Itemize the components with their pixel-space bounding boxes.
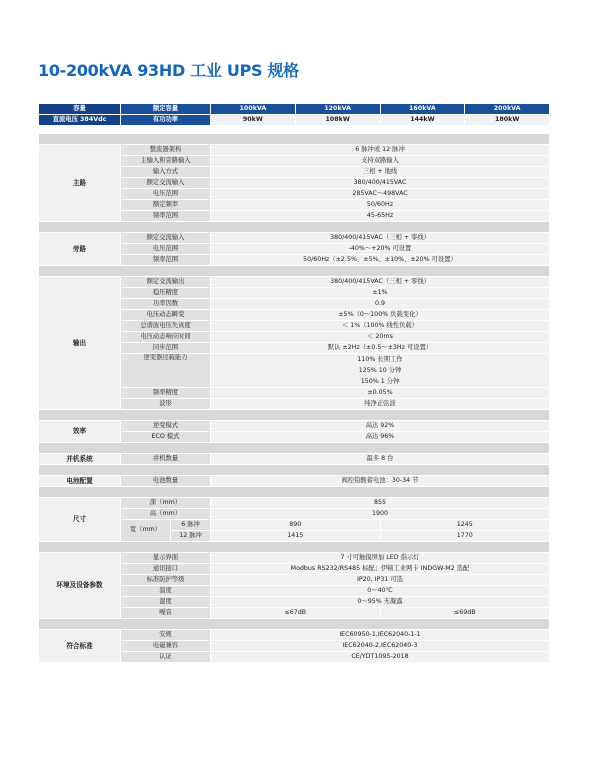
- header-cell: 90kW: [211, 115, 296, 126]
- spec-value: ≤69dB: [380, 608, 550, 619]
- spec-label: ECO 模式: [121, 432, 211, 443]
- spec-value: 380/400/415VAC（三相 + 零线）: [211, 277, 550, 288]
- spec-label: 噪音: [121, 608, 211, 619]
- header-cell: 100kVA: [211, 104, 296, 115]
- page-title: 10-200kVA 93HD 工业 UPS 规格: [38, 61, 299, 80]
- spec-value: 855: [211, 498, 550, 509]
- spec-label: 电磁兼容: [121, 641, 211, 652]
- spec-value: ＜ 20ms: [211, 332, 550, 343]
- spec-value: 50/60Hz（±2.5%、±5%、±10%、±20% 可设置）: [211, 255, 550, 266]
- spec-label: 逆变模式: [121, 421, 211, 432]
- spec-value-overload: [211, 354, 550, 388]
- spec-value: 1415: [211, 531, 381, 542]
- header-cell: 160kVA: [380, 104, 465, 115]
- spec-value: ＜ 1%（100% 线性负载）: [211, 321, 550, 332]
- header-cell: 144kW: [380, 115, 465, 126]
- spec-label: 深（mm）: [121, 498, 211, 509]
- header-label: 直流电压 384Vdc: [39, 115, 121, 126]
- spec-label: 高（mm）: [121, 509, 211, 520]
- header-cell: 108kW: [295, 115, 380, 126]
- spec-label: 额定交流输出: [121, 277, 211, 288]
- spec-value: ≤67dB: [211, 608, 381, 619]
- spec-value: 三相 + 地线: [211, 167, 550, 178]
- header-sublabel: 有功功率: [121, 115, 211, 126]
- spec-value: 1245: [380, 520, 550, 531]
- spec-value: 0～40℃: [211, 586, 550, 597]
- spec-label: 安规: [121, 630, 211, 641]
- spec-label: 额定交流输入: [121, 233, 211, 244]
- spec-value: IP20, IP31 可选: [211, 575, 550, 586]
- spec-value: 纯净正弦波: [211, 399, 550, 410]
- spec-value: 1770: [380, 531, 550, 542]
- spec-value: 890: [211, 520, 381, 531]
- section-main-label: 主路: [39, 145, 121, 222]
- spec-label: 主输入和旁路输入: [121, 156, 211, 167]
- spec-value: IEC62040-2,IEC62040-3: [211, 641, 550, 652]
- spec-label: 标准防护等级: [121, 575, 211, 586]
- header-label: 容量: [39, 104, 121, 115]
- header-cell: 180kW: [465, 115, 550, 126]
- spec-value: 阀控铅酸蓄电池：30-34 节: [211, 476, 550, 487]
- overload-line: 150% 1 分钟: [360, 378, 400, 385]
- spec-label: 温度: [121, 586, 211, 597]
- spec-value: -40%～+20% 可设置: [211, 244, 550, 255]
- header-row-rated-capacity: [39, 104, 550, 115]
- spec-label: 逆变器过载能力: [121, 354, 211, 388]
- spec-label: 整流器架构: [121, 145, 211, 156]
- capacity-header-table: [38, 103, 550, 126]
- spec-label: 同步范围: [121, 343, 211, 354]
- spec-row: [39, 630, 550, 641]
- spec-value: ±5%（0～100% 负载变化）: [211, 310, 550, 321]
- spec-label: 湿度: [121, 597, 211, 608]
- overload-line: 110% 长期工作: [357, 356, 403, 363]
- spec-sublabel: 12 脉冲: [171, 531, 211, 542]
- spec-value: 50/60Hz: [211, 200, 550, 211]
- spec-label: 通讯接口: [121, 564, 211, 575]
- spec-row: [39, 421, 550, 432]
- header-sublabel: 额定容量: [121, 104, 211, 115]
- spec-label: 额定交流输入: [121, 178, 211, 189]
- section-battery-label: 电池配置: [39, 476, 121, 487]
- spec-label: 输入方式: [121, 167, 211, 178]
- header-cell: 200kVA: [465, 104, 550, 115]
- spec-value: IEC60950-1,IEC62040-1-1: [211, 630, 550, 641]
- section-bypass-label: 旁路: [39, 233, 121, 266]
- spec-value: 高达 92%: [211, 421, 550, 432]
- spec-label: 电压范围: [121, 189, 211, 200]
- spec-label: 电压动态响应时间: [121, 332, 211, 343]
- spec-value: 默认 ±2Hz（±0.5～±3Hz 可设置）: [211, 343, 550, 354]
- spec-value: 285VAC～498VAC: [211, 189, 550, 200]
- spec-value: 0.9: [211, 299, 550, 310]
- spec-label-width: 宽（mm）: [121, 520, 171, 542]
- header-cell: 120kVA: [295, 104, 380, 115]
- spec-label: 电压动态瞬变: [121, 310, 211, 321]
- spec-value: 支持双路输入: [211, 156, 550, 167]
- section-size-label: 尺寸: [39, 498, 121, 542]
- section-parallel-label: 并机系统: [39, 454, 121, 465]
- spec-value: ±1%: [211, 288, 550, 299]
- spec-value: ±0.05%: [211, 388, 550, 399]
- spec-row: [39, 233, 550, 244]
- spec-label: 功率因数: [121, 299, 211, 310]
- spec-value: 0～95% 无凝露: [211, 597, 550, 608]
- spec-value: 7 寸可触摸屏加 LED 指示灯: [211, 553, 550, 564]
- spec-label: 波形: [121, 399, 211, 410]
- spec-sublabel: 6 脉冲: [171, 520, 211, 531]
- spec-value: 380/400/415VAC: [211, 178, 550, 189]
- section-output-label: 输出: [39, 277, 121, 410]
- spec-table: [38, 133, 550, 663]
- spec-label: 电压范围: [121, 244, 211, 255]
- spec-label: 电池数量: [121, 476, 211, 487]
- overload-line: 125% 10 分钟: [358, 367, 402, 374]
- spec-label: 额定频率: [121, 200, 211, 211]
- spec-row: [39, 454, 550, 465]
- section-efficiency-label: 效率: [39, 421, 121, 443]
- spec-label: 频率精度: [121, 388, 211, 399]
- spec-row: [39, 553, 550, 564]
- spec-label: 显示界面: [121, 553, 211, 564]
- spec-value: Modbus RS232/RS485 标配；伊顿工业网卡 INDGW-M2 选配: [211, 564, 550, 575]
- spec-value: 45-65Hz: [211, 211, 550, 222]
- spec-label: 总谐波电压失真度: [121, 321, 211, 332]
- spec-value: 最多 8 台: [211, 454, 550, 465]
- spec-row: [39, 145, 550, 156]
- spec-row: [39, 498, 550, 509]
- spec-value: 1900: [211, 509, 550, 520]
- spec-value: 6 脉冲或 12 脉冲: [211, 145, 550, 156]
- spec-value: CE/YDT1095-2018: [211, 652, 550, 663]
- spec-row: [39, 476, 550, 487]
- section-env-label: 环境及设备参数: [39, 553, 121, 619]
- header-row-active-power: [39, 115, 550, 126]
- spec-label: 认证: [121, 652, 211, 663]
- spec-value: 高达 96%: [211, 432, 550, 443]
- spec-label: 并机数量: [121, 454, 211, 465]
- spec-value: 380/400/415VAC（三相 + 零线）: [211, 233, 550, 244]
- spec-label: 频率范围: [121, 211, 211, 222]
- spec-label: 稳压精度: [121, 288, 211, 299]
- section-standards-label: 符合标准: [39, 630, 121, 663]
- spec-row: [39, 277, 550, 288]
- spec-label: 频率范围: [121, 255, 211, 266]
